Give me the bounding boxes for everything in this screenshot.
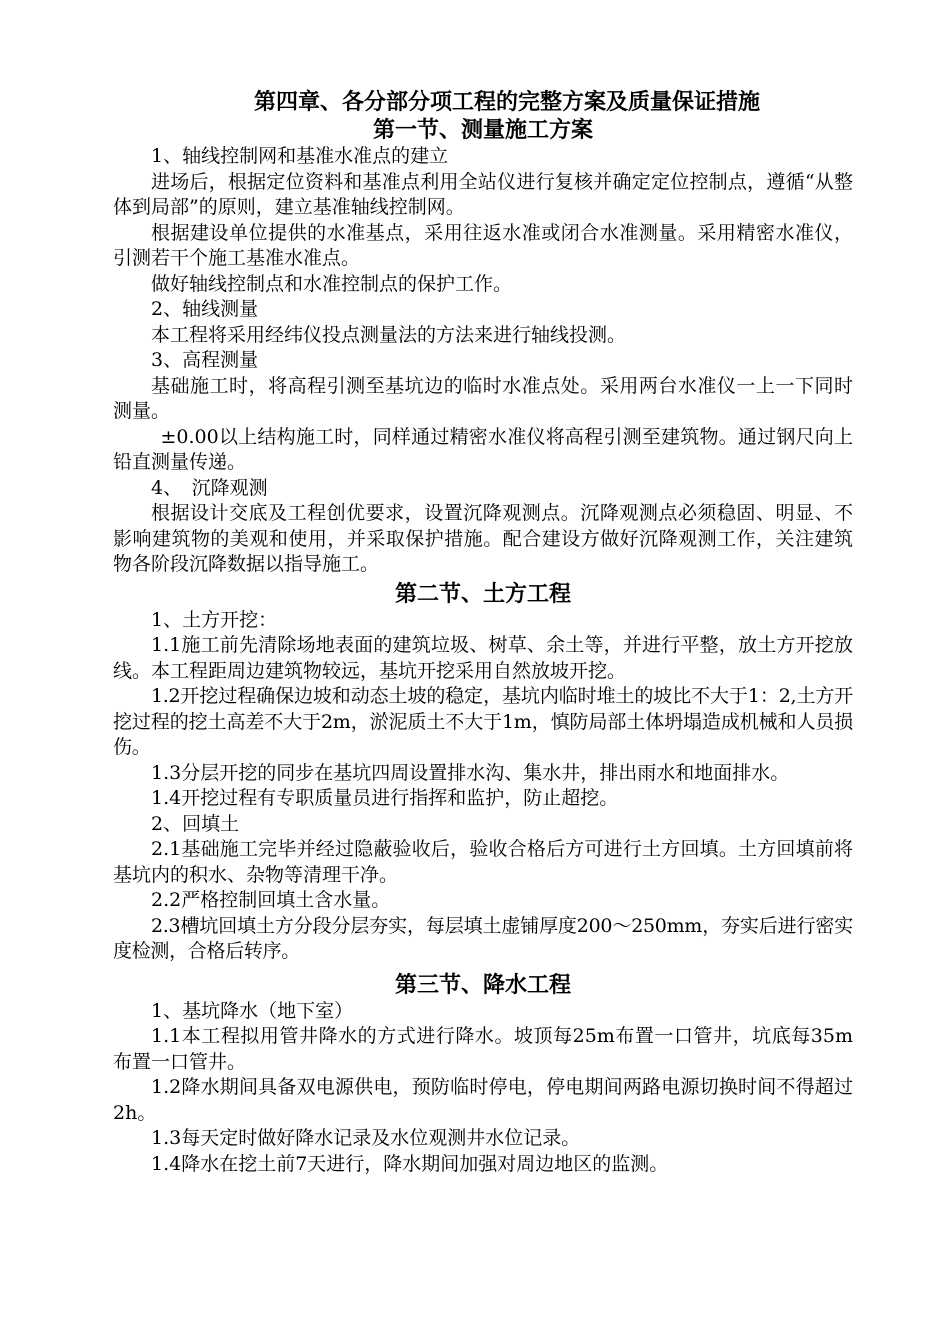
paragraph: 1.3每天定时做好降水记录及水位观测井水位记录。 [151,1127,581,1149]
paragraph: 1.4降水在挖土前7天进行，降水期间加强对周边地区的监测。 [151,1152,669,1175]
paragraph: 基础施工时，将高程引测至基坑边的临时水准点处。采用两台水准仪一上一下同时测量。 [113,374,853,422]
section-title-2: 第二节、土方工程 [394,580,571,607]
paragraph: 根据设计交底及工程创优要求，设置沉降观测点。沉降观测点必须稳固、明显、不影响建筑物的美观和使用，并采取保护措施。配合建设方做好沉降观测工作，关注建筑物各阶段沉降数据以指导施工。 [113,502,853,575]
paragraph: 1、基坑降水（地下室） [151,999,354,1022]
paragraph: 2.2严格控制回填土含水量。 [151,889,391,911]
paragraph: 3、高程测量 [151,349,259,371]
paragraph: 1.4开挖过程有专职质量员进行指挥和监护，防止超挖。 [151,787,619,809]
paragraph: 1、轴线控制网和基准水准点的建立 [151,145,449,167]
section-title-1: 第一节、测量施工方案 [372,117,593,143]
paragraph: 本工程将采用经纬仪投点测量法的方法来进行轴线投测。 [151,323,627,346]
document-page [113,88,853,1177]
paragraph: 1.2开挖过程确保边坡和动态土坡的稳定，基坑内临时堆土的坡比不大于1：2,土方开挖过程的挖土高差不大于2m，淤泥质土不大于1m，慎防局部土体坍塌造成机械和人员损伤。 [113,685,853,758]
paragraph: 1.2降水期间具备双电源供电，预防临时停电，停电期间两路电源切换时间不得超过2h。 [113,1076,853,1124]
paragraph: 2.3槽坑回填土方分段分层夯实，每层填土虚铺厚度200～250mm，夯实后进行密实度检测，合格后转序。 [113,914,853,962]
paragraph: 2.1基础施工完毕并经过隐蔽验收后，验收合格后方可进行土方回填。土方回填前将基坑内的积水、杂物等清理干净。 [113,838,853,886]
paragraph: 2、回填土 [151,812,240,835]
paragraph: 根据建设单位提供的水准基点，采用往返水准或闭合水准测量。采用精密水准仪，引测若干个施工基准水准点。 [113,221,853,269]
paragraph: 1.1施工前先清除场地表面的建筑垃圾、树草、余土等，并进行平整，放土方开挖放线。本工程距周边建筑物较远，基坑开挖采用自然放坡开挖。 [113,634,853,682]
section-title-3: 第三节、降水工程 [394,971,571,998]
paragraph: 进场后，根据定位资料和基准点利用全站仪进行复核并确定定位控制点，遵循“从整体到局部”的原则，建立基准轴线控制网。 [113,170,853,218]
chapter-title: 第四章、各分部分项工程的完整方案及质量保证措施 [253,89,760,115]
paragraph: 1.1本工程拟用管井降水的方式进行降水。坡顶每25m布置一口管井，坑底每35m布置一口管井。 [113,1025,853,1073]
paragraph: 做好轴线控制点和水准控制点的保护工作。 [151,272,513,295]
paragraph: 1、土方开挖： [151,608,278,631]
paragraph: 4、 沉降观测 [151,476,268,499]
paragraph: 1.3分层开挖的同步在基坑四周设置排水沟、集水井，排出雨水和地面排水。 [151,761,790,784]
paragraph: ±0.00以上结构施工时，同样通过精密水准仪将高程引测至建筑物。通过钢尺向上铅直测量传递。 [113,425,853,473]
paragraph: 2、轴线测量 [151,298,259,320]
